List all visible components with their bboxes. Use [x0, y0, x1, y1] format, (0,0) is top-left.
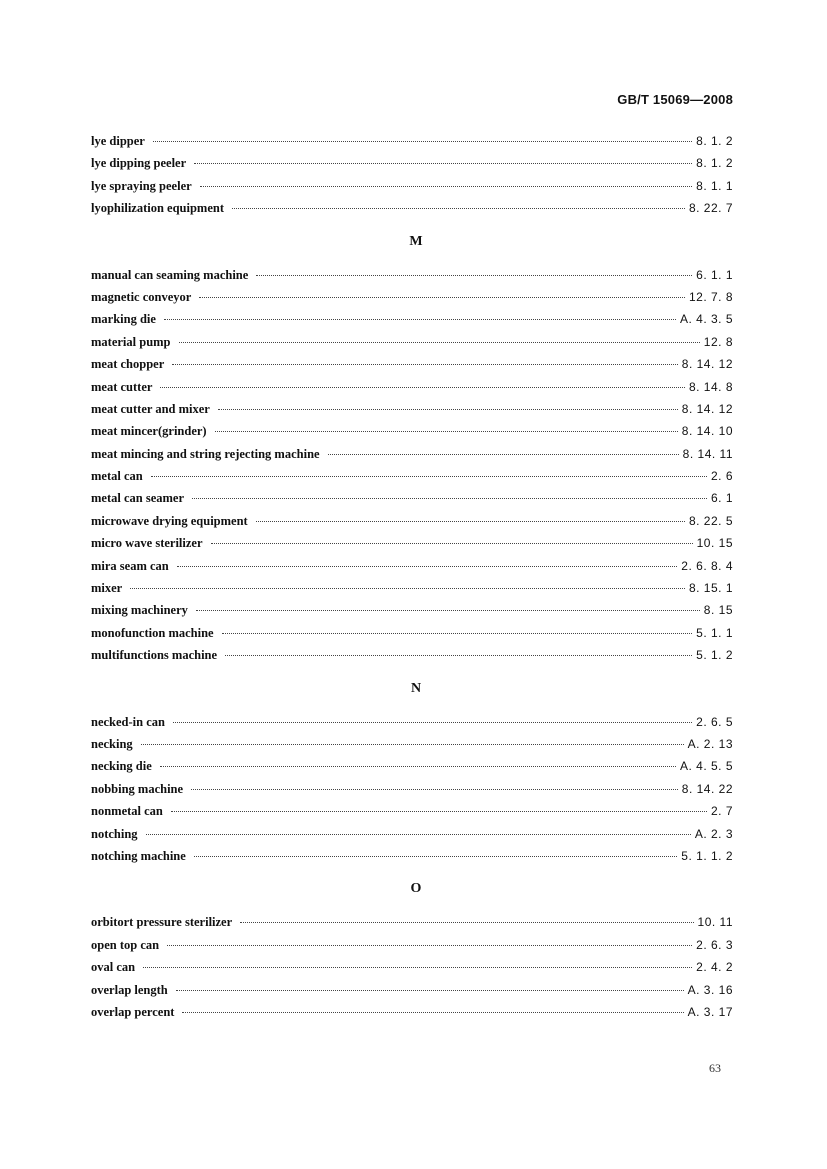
index-entry	[91, 911, 733, 933]
index-term: lye dipper	[91, 134, 145, 148]
index-entry	[91, 555, 733, 577]
index-entry	[91, 353, 733, 375]
dot-leader	[160, 387, 685, 388]
index-section-o	[91, 867, 733, 1023]
index-entry	[91, 510, 733, 532]
index-reference: 2. 6. 8. 4	[681, 558, 733, 573]
index-term: manual can seaming machine	[91, 267, 249, 282]
index-reference: 2. 6. 5	[696, 714, 733, 729]
dot-leader	[130, 588, 685, 589]
index-term: meat chopper	[91, 357, 165, 372]
index-list	[91, 130, 733, 1023]
dot-leader	[196, 610, 700, 611]
index-reference: 2. 4. 2	[696, 960, 733, 975]
index-reference: 5. 1. 1	[696, 625, 733, 640]
index-term: open top can	[91, 937, 160, 952]
index-entry	[91, 1001, 733, 1023]
index-reference: 5. 1. 1. 2	[681, 848, 733, 863]
dot-leader	[164, 319, 676, 320]
dot-leader	[256, 521, 685, 522]
dot-leader	[222, 633, 693, 634]
dot-leader	[179, 342, 700, 343]
dot-leader	[215, 431, 678, 432]
index-reference: 8. 22. 5	[688, 513, 733, 528]
index-entry	[91, 711, 733, 733]
index-term: overlap length	[91, 982, 168, 997]
index-term: meat mincing and string rejecting machine	[91, 446, 320, 461]
section-letter-n: N	[410, 680, 422, 696]
index-term: material pump	[91, 334, 171, 349]
index-reference: 10. 15	[696, 536, 733, 551]
index-entry	[91, 420, 733, 442]
index-entry	[91, 934, 733, 956]
index-term: overlap percent	[91, 1004, 175, 1019]
index-entry	[91, 979, 733, 1001]
index-reference: 8. 14. 12	[681, 357, 733, 372]
dot-leader	[194, 856, 677, 857]
index-entry	[91, 956, 733, 978]
index-term: lyophilization equipment	[91, 201, 225, 216]
index-entry	[91, 800, 733, 822]
index-term: mixer	[91, 581, 123, 596]
dot-leader	[151, 476, 707, 477]
index-term: notching machine	[91, 848, 186, 863]
index-term: multifunctions machine	[91, 648, 218, 663]
index-term: metal can seamer	[91, 491, 185, 506]
index-term: meat cutter	[91, 379, 153, 394]
index-entry	[91, 845, 733, 867]
index-reference: 8. 1. 2	[696, 134, 733, 148]
index-term: nobbing machine	[91, 781, 184, 796]
dot-leader	[172, 364, 678, 365]
index-reference: A. 3. 16	[687, 982, 733, 997]
index-entry	[91, 331, 733, 353]
index-term: micro wave sterilizer	[91, 536, 203, 551]
standard-code-header: GB/T 15069—2008	[617, 92, 733, 107]
dot-leader	[256, 275, 692, 276]
index-term: meat mincer(grinder)	[91, 424, 207, 439]
index-section-m	[91, 220, 733, 667]
index-reference: 8. 14. 11	[682, 446, 733, 461]
section-letter-o: O	[410, 881, 422, 897]
index-entry	[91, 175, 733, 197]
index-reference: 2. 6	[710, 469, 733, 484]
index-reference: A. 2. 3	[694, 826, 733, 841]
index-term: metal can	[91, 469, 143, 484]
index-reference: A. 2. 13	[687, 736, 733, 751]
dot-leader	[200, 186, 692, 187]
index-term: lye spraying peeler	[91, 178, 192, 193]
index-entry	[91, 733, 733, 755]
dot-leader	[192, 498, 707, 499]
dot-leader	[160, 766, 676, 767]
index-reference: A. 4. 5. 5	[679, 759, 733, 774]
index-entry	[91, 778, 733, 800]
index-term: necking die	[91, 759, 152, 774]
dot-leader	[176, 990, 684, 991]
index-term: magnetic conveyor	[91, 289, 192, 304]
section-letter-m: M	[409, 233, 423, 249]
dot-leader	[199, 297, 685, 298]
index-entry	[91, 130, 733, 152]
dot-leader	[211, 543, 693, 544]
index-entry	[91, 264, 733, 286]
index-section-l	[91, 130, 733, 220]
index-reference: 10. 11	[697, 915, 733, 930]
index-reference: 8. 14. 22	[681, 781, 733, 796]
index-reference: 8. 14. 10	[681, 424, 733, 439]
index-term: lye dipping peeler	[91, 156, 187, 171]
index-reference: 8. 15. 1	[688, 581, 733, 596]
index-reference: A. 3. 17	[687, 1004, 733, 1019]
index-entry	[91, 286, 733, 308]
index-entry	[91, 622, 733, 644]
index-term: notching	[91, 826, 138, 841]
index-reference: 8. 15	[703, 603, 733, 618]
index-term: nonmetal can	[91, 804, 163, 819]
index-term: microwave drying equipment	[91, 513, 248, 528]
index-entry	[91, 308, 733, 330]
index-term: monofunction machine	[91, 625, 214, 640]
dot-leader	[191, 789, 678, 790]
dot-leader	[328, 454, 679, 455]
dot-leader	[240, 922, 693, 923]
index-term: marking die	[91, 312, 156, 327]
index-entry	[91, 197, 733, 219]
index-reference: 12. 8	[703, 334, 733, 349]
index-term: mixing machinery	[91, 603, 188, 618]
index-term: meat cutter and mixer	[91, 401, 210, 416]
index-term: necked-in can	[91, 714, 165, 729]
index-reference: 12. 7. 8	[688, 289, 733, 304]
index-entry	[91, 532, 733, 554]
index-reference: 2. 7	[710, 804, 733, 819]
index-entry	[91, 487, 733, 509]
dot-leader	[167, 945, 692, 946]
index-reference: 8. 14. 12	[681, 401, 733, 416]
dot-leader	[194, 163, 692, 164]
index-reference: 8. 1. 2	[696, 156, 733, 171]
index-entry	[91, 823, 733, 845]
dot-leader	[171, 811, 707, 812]
dot-leader	[173, 722, 692, 723]
index-reference: 8. 14. 8	[688, 379, 733, 394]
dot-leader	[153, 141, 692, 142]
index-entry	[91, 152, 733, 174]
index-reference: A. 4. 3. 5	[679, 312, 733, 327]
index-section-n	[91, 667, 733, 868]
index-term: mira seam can	[91, 558, 169, 573]
index-term: oval can	[91, 960, 136, 975]
dot-leader	[177, 566, 678, 567]
index-entry	[91, 599, 733, 621]
dot-leader	[141, 744, 684, 745]
index-entry	[91, 443, 733, 465]
dot-leader	[232, 208, 685, 209]
index-term: necking	[91, 736, 133, 751]
dot-leader	[146, 834, 691, 835]
index-entry	[91, 644, 733, 666]
index-reference: 8. 1. 1	[696, 178, 733, 193]
index-term: orbitort pressure sterilizer	[91, 915, 233, 930]
dot-leader	[143, 967, 692, 968]
dot-leader	[218, 409, 678, 410]
index-entry	[91, 376, 733, 398]
index-reference: 8. 22. 7	[688, 201, 733, 216]
dot-leader	[182, 1012, 683, 1013]
index-reference: 6. 1	[710, 491, 733, 506]
index-entry	[91, 465, 733, 487]
index-entry	[91, 577, 733, 599]
index-entry	[91, 398, 733, 420]
index-reference: 2. 6. 3	[696, 937, 733, 952]
index-reference: 6. 1. 1	[696, 267, 733, 282]
page-number: 63	[709, 1061, 721, 1075]
index-reference: 5. 1. 2	[696, 648, 733, 663]
index-entry	[91, 755, 733, 777]
dot-leader	[225, 655, 692, 656]
